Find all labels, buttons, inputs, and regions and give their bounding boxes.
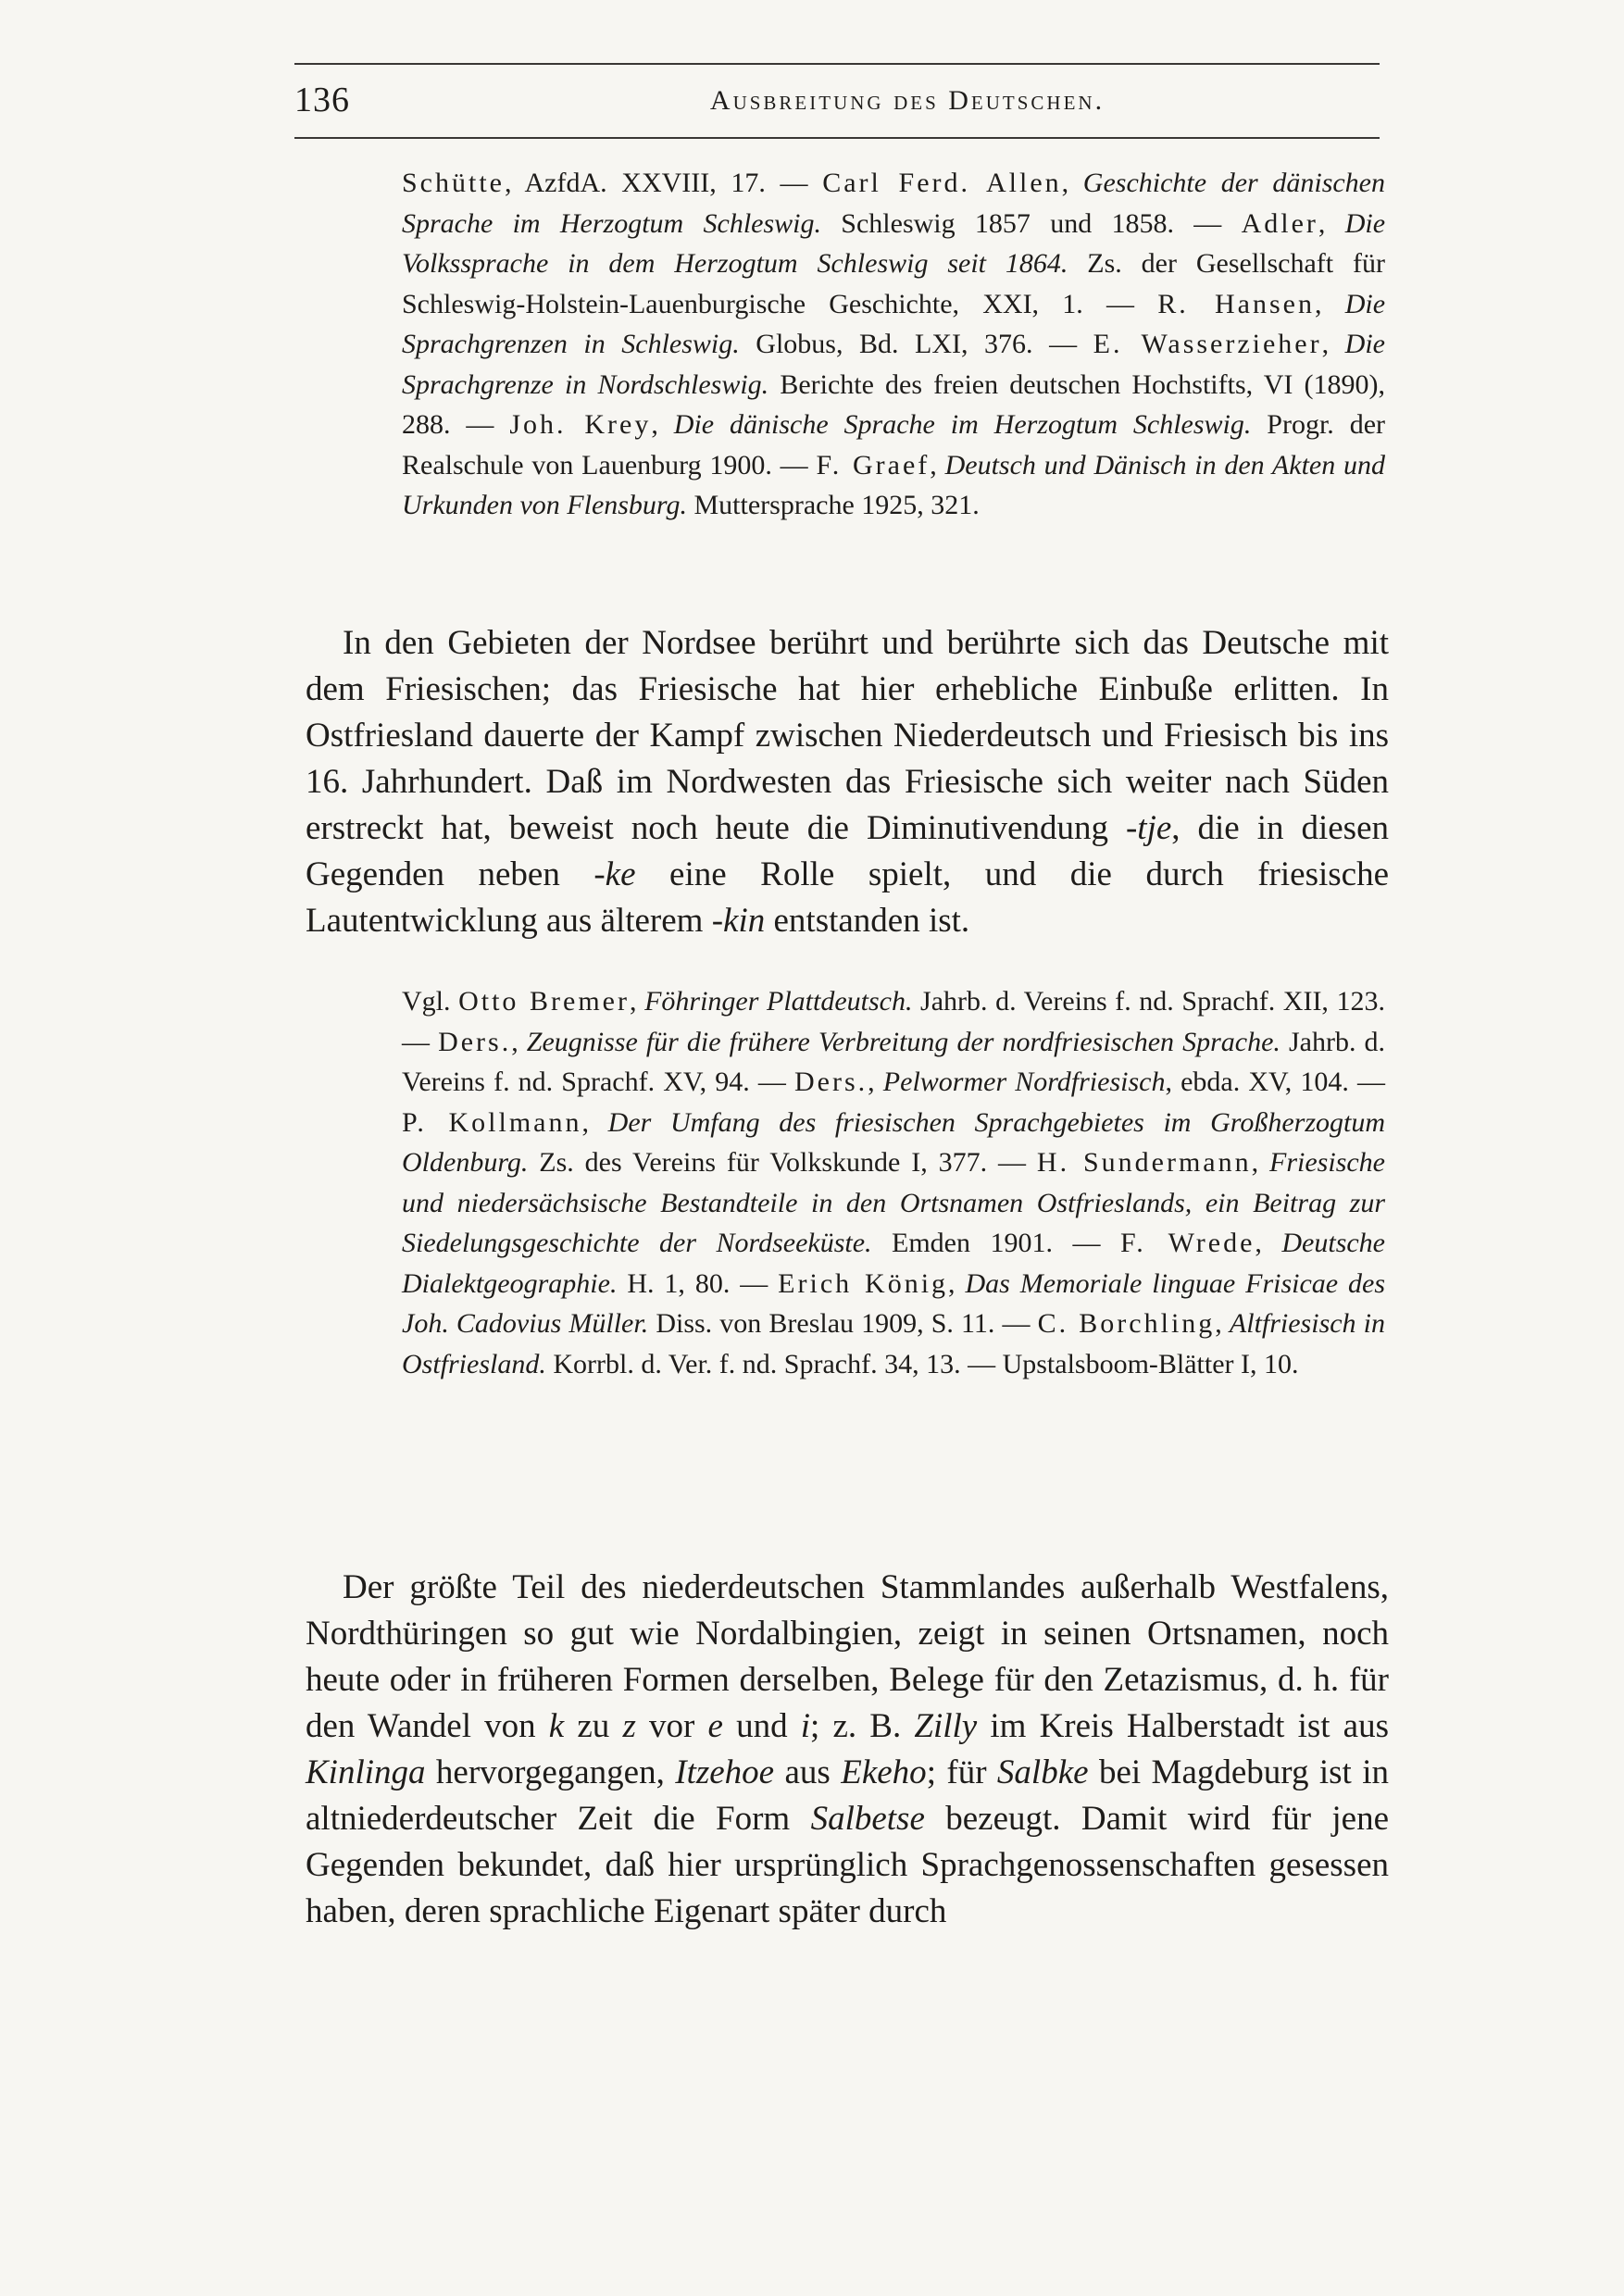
text-run: Berichte des freien deutschen Hochstifts, VI (1890), 288. — [402,368,1385,440]
italic-text: Altfriesisch in Ostfriesland. [402,1308,1386,1379]
italic-text: -ke [593,855,636,893]
author-name: Erich König [778,1267,949,1299]
author-name: Adler [1241,207,1318,239]
author-name: Ders. [438,1026,512,1057]
italic-text: Geschichte der dänischen Sprache im Herzogtum Schleswig. [402,168,1385,239]
text-run: bei Magdeburg ist in altniederdeutscher Zeit die Form [306,1753,1389,1838]
italic-text: Kinlinga [306,1753,426,1791]
text-run: , die in diesen Gegenden neben [306,809,1389,893]
text-run: Korrbl. d. Ver. f. nd. Sprachf. 34, 13. — Upstalsboom-Blätter I, 10. [545,1348,1299,1379]
text-run: entstanden ist. [765,902,970,940]
body-paragraph [306,1565,1389,1935]
page-number: 136 [294,81,350,119]
italic-text: Zilly [914,1707,978,1745]
italic-text: Pelwormer Nordfriesisch [882,1067,1166,1097]
author-name: Ders. [794,1067,868,1097]
text-run: , [511,1026,527,1057]
text-run: im Kreis Halberstadt ist aus [977,1707,1390,1745]
italic-text: Deutsch und Dänisch in den Akten und Urkunden von Flensburg. [402,449,1385,520]
text-run: , [1321,329,1345,359]
text-run: , [930,449,945,480]
text-run: , [868,1067,883,1097]
text-run: Muttersprache 1925, 321. [687,490,980,520]
italic-text: Die Sprachgrenze in Nordschleswig. [402,329,1385,400]
author-name: F. Graef [816,449,931,480]
text-run: , ebda. XV, 104. — [1165,1067,1386,1097]
italic-text: z [622,1707,636,1745]
text-run: , [948,1267,966,1299]
text-run: Jahrb. d. Vereins f. nd. Sprachf. XV, 94. — [402,1026,1386,1097]
text-run: Emden 1901. — [871,1228,1120,1258]
author-name: F. Wrede [1119,1228,1255,1258]
author-name: H. Sundermann [1036,1147,1252,1178]
author-name: Carl Ferd. Allen [822,168,1062,198]
text-run: vor [635,1707,708,1745]
text-run: Zs. des Vereins für Volkskunde I, 377. — [528,1147,1037,1178]
italic-text: Die Volkssprache in dem Herzogtum Schleswig seit 1864. [402,207,1386,279]
text-run: Jahrb. d. Vereins f. nd. Sprachf. XII, 123. — [402,986,1386,1057]
italic-text: k [548,1707,565,1745]
text-run: , [1215,1308,1230,1339]
text-run: Der größte Teil des niederdeutschen Stammlandes außerhalb Westfalens, Nordthüringen so gut wie Nordalbingien, zeigt in seinen Ortsnamen, noch heute oder in früheren Formen derselben, Belege für den Zetazismus, d. h. für den Wandel von [306,1568,1389,1745]
text-run: hervorgegangen, [425,1753,676,1791]
italic-text: Föhringer Plattdeutsch. [644,986,913,1017]
author-name: P. Kollmann [402,1106,582,1138]
text-run: In den Gebieten der Nordsee berührt und berührte sich das Deutsche mit dem Friesischen; das Friesische hat hier erhebliche Einbuße erlitten. In Ostfriesland dauerte der Kampf zwischen Niederdeutsch und Friesisch bis ins 16. Jahrhundert. Daß im Nordwesten das Friesische sich weiter nach Süden erstreckt hat, beweist noch heute die Diminutivendung [306,624,1389,847]
text-run: , AzfdA. XXVIII, 17. — [505,168,823,198]
italic-text: e [707,1707,723,1745]
text-run: aus [774,1753,842,1791]
italic-text: Der Umfang des friesischen Sprachgebietes im Großherzogtum Oldenburg. [402,1106,1385,1178]
author-name: R. Hansen [1157,288,1315,319]
running-head: Ausbreitung des Deutschen. [709,85,1106,116]
italic-text: Salbke [996,1753,1089,1791]
italic-text: i [800,1707,811,1745]
text-run: ; z. B. [810,1707,915,1745]
text-run: Globus, Bd. LXI, 376. — [739,329,1093,359]
text-run: , [581,1106,608,1138]
text-run: , [1061,168,1083,198]
text-run: ; für [926,1753,997,1791]
header-rule-bottom [294,137,1380,139]
italic-text: -kin [711,902,766,940]
text-run: , [1318,207,1345,239]
italic-text: -tje [1125,809,1172,847]
author-name: E. Wasserzieher [1093,329,1322,359]
italic-text: Deutsche Dialektgeographie. [402,1228,1385,1299]
text-run: Zs. der Gesellschaft für Schleswig-Holstein-Lauenburgische Geschichte, XXI, 1. — [402,248,1385,319]
author-name: C. Borchling [1037,1308,1216,1339]
bibliography-block [402,163,1385,526]
italic-text: Itzehoe [675,1753,775,1791]
bibliography-block [402,981,1385,1384]
italic-text: Zeugnisse für die frühere Verbreitung der nordfriesischen Sprache. [526,1026,1280,1057]
italic-text: Ekeho [841,1753,927,1791]
author-name: Otto Bremer [458,986,630,1017]
text-run: , [1314,288,1345,319]
italic-text: Die Sprachgrenzen in Schleswig. [402,288,1386,359]
italic-text: Friesische und niedersächsische Bestandteile in den Ortsnamen Ostfrieslands, ein Beitrag zur Siedelungsgeschichte der Nordseeküste. [402,1147,1385,1258]
text-run: , [651,409,674,440]
body-paragraph [306,620,1389,944]
text-run: , [629,986,645,1017]
italic-text: Salbetse [810,1800,925,1838]
text-run: Vgl. [402,986,459,1017]
text-run: eine Rolle spielt, und die durch friesische Lautentwicklung aus älterem [306,855,1389,940]
text-run: Diss. von Breslau 1909, S. 11. — [648,1308,1038,1339]
text-run: und [722,1707,801,1745]
text-run: Progr. der Realschule von Lauenburg 1900. — [402,409,1386,480]
text-run: zu [564,1707,623,1745]
text-run: , [1255,1228,1282,1258]
text-run: H. 1, 80. — [617,1267,779,1299]
italic-text: Die dänische Sprache im Herzogtum Schleswig. [673,409,1252,440]
text-run: bezeugt. Damit wird für jene Gegenden bekundet, daß hier ursprünglich Sprachgenossenschaften gesessen haben, deren sprachliche Eigenart später durch [306,1800,1389,1930]
text-run: , [1251,1147,1270,1178]
author-name: Joh. Krey [509,409,652,440]
header-rule-top [294,63,1380,65]
text-run: Schleswig 1857 und 1858. — [821,207,1242,239]
italic-text: Das Memoriale linguae Frisicae des Joh. Cadovius Müller. [402,1267,1386,1339]
author-name: Schütte [402,168,505,198]
